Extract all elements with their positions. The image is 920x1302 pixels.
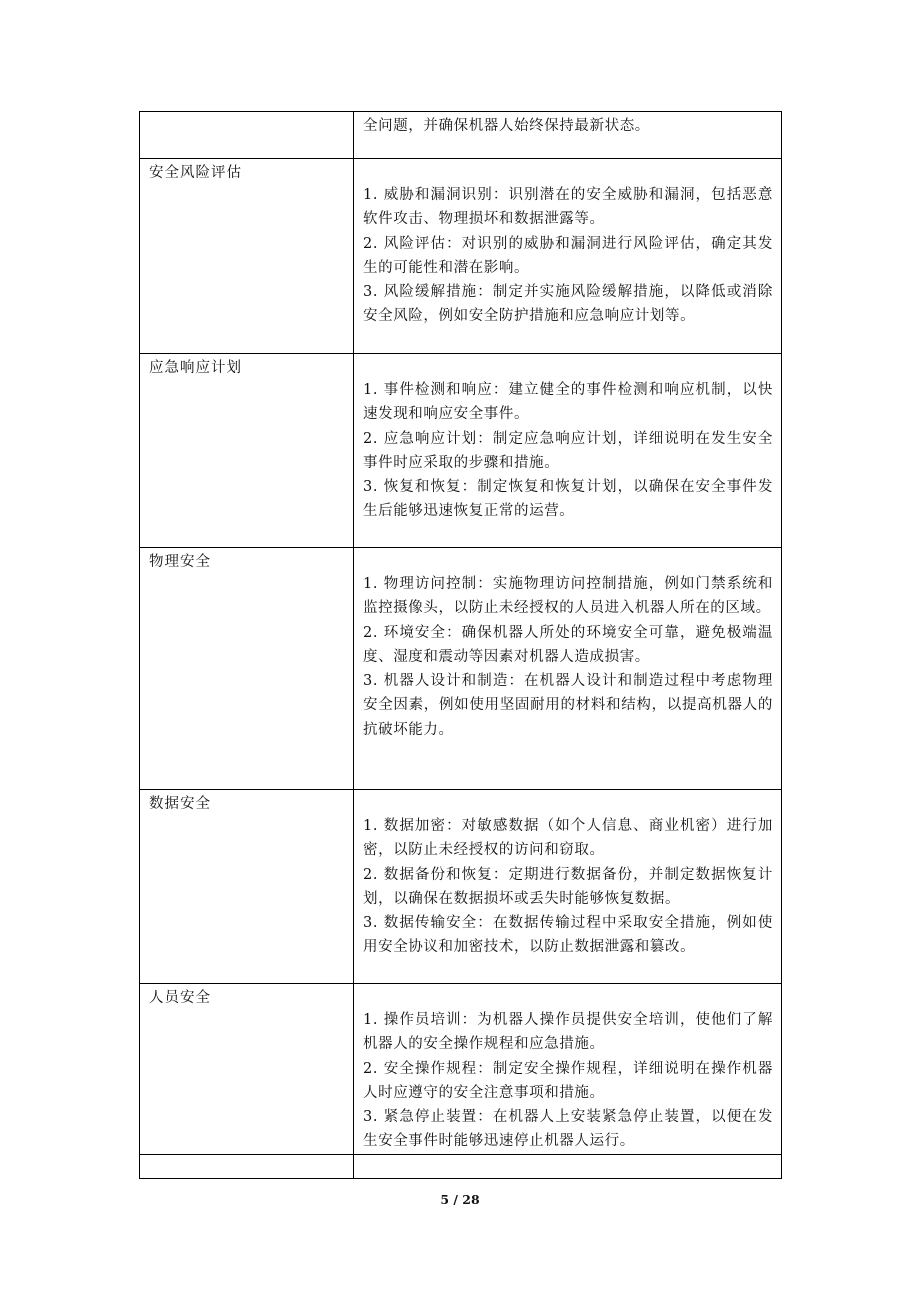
detail-item: 3. 机器人设计和制造：在机器人设计和制造过程中考虑物理安全因素，例如使用坚固耐用的材料和结构，以提高机器人的抗破坏能力。 <box>363 673 773 738</box>
detail-item: 1. 物理访问控制：实施物理访问控制措施，例如门禁系统和监控摄像头，以防止未经授权的人员进入机器人所在的区域。 <box>363 576 773 617</box>
detail-item: 2. 风险评估：对识别的威胁和漏洞进行风险评估，确定其发生的可能性和潜在影响。 <box>363 235 773 276</box>
detail-cell <box>354 1154 782 1178</box>
category-label <box>140 1155 353 1159</box>
detail-item: 1. 事件检测和响应：建立健全的事件检测和响应机制，以快速发现和响应安全事件。 <box>363 382 773 423</box>
category-cell <box>140 1154 354 1178</box>
table-row <box>140 548 782 790</box>
detail-cell <box>354 790 782 984</box>
category-cell <box>140 790 354 984</box>
detail-cell <box>354 984 782 1155</box>
table-row <box>140 112 782 159</box>
detail-item: 3. 风险缓解措施：制定并实施风险缓解措施，以降低或消除安全风险，例如安全防护措施和应急响应计划等。 <box>363 284 773 325</box>
detail-item: 3. 紧急停止装置：在机器人上安装紧急停止装置，以便在发生安全事件时能够迅速停止机器人运行。 <box>363 1109 773 1150</box>
detail-item: 2. 安全操作规程：制定安全操作规程，详细说明在操作机器人时应遵守的安全注意事项和措施。 <box>363 1060 773 1101</box>
category-cell <box>140 984 354 1155</box>
category-label: 应急响应计划 <box>149 360 242 376</box>
table-row <box>140 984 782 1155</box>
table-row <box>140 790 782 984</box>
detail-cell <box>354 112 782 159</box>
table-row <box>140 354 782 548</box>
page-number: 5 / 28 <box>440 1192 480 1207</box>
detail-item: 1. 操作员培训：为机器人操作员提供安全培训，使他们了解机器人的安全操作规程和应急措施。 <box>363 1012 773 1053</box>
content-table <box>139 111 782 1179</box>
detail-item: 3. 数据传输安全：在数据传输过程中采取安全措施，例如使用安全协议和加密技术，以防止数据泄露和篡改。 <box>363 915 773 956</box>
category-cell <box>140 354 354 548</box>
detail-item: 1. 威胁和漏洞识别：识别潜在的安全威胁和漏洞，包括恶意软件攻击、物理损坏和数据泄露等。 <box>363 187 773 228</box>
category-cell <box>140 112 354 159</box>
category-cell <box>140 548 354 790</box>
detail-cell <box>354 354 782 548</box>
detail-item: 2. 数据备份和恢复：定期进行数据备份，并制定数据恢复计划，以确保在数据损坏或丢失时能够恢复数据。 <box>363 866 773 907</box>
category-label <box>140 112 353 116</box>
detail-item: 3. 恢复和恢复：制定恢复和恢复计划，以确保在安全事件发生后能够迅速恢复正常的运营。 <box>363 479 773 520</box>
category-label: 数据安全 <box>149 796 211 812</box>
detail-cell <box>354 548 782 790</box>
table-row <box>140 1154 782 1178</box>
detail-item: 全问题，并确保机器人始终保持最新状态。 <box>363 118 650 134</box>
detail-item: 1. 数据加密：对敏感数据（如个人信息、商业机密）进行加密，以防止未经授权的访问和窃取。 <box>363 818 773 859</box>
category-label: 安全风险评估 <box>149 165 242 181</box>
category-cell <box>140 159 354 354</box>
detail-cell <box>354 159 782 354</box>
table-row <box>140 159 782 354</box>
detail-item: 2. 环境安全：确保机器人所处的环境安全可靠，避免极端温度、湿度和震动等因素对机器人造成损害。 <box>363 624 773 665</box>
category-label: 人员安全 <box>149 990 211 1006</box>
detail-item: 2. 应急响应计划：制定应急响应计划，详细说明在发生安全事件时应采取的步骤和措施。 <box>363 430 773 471</box>
category-label: 物理安全 <box>149 554 211 570</box>
